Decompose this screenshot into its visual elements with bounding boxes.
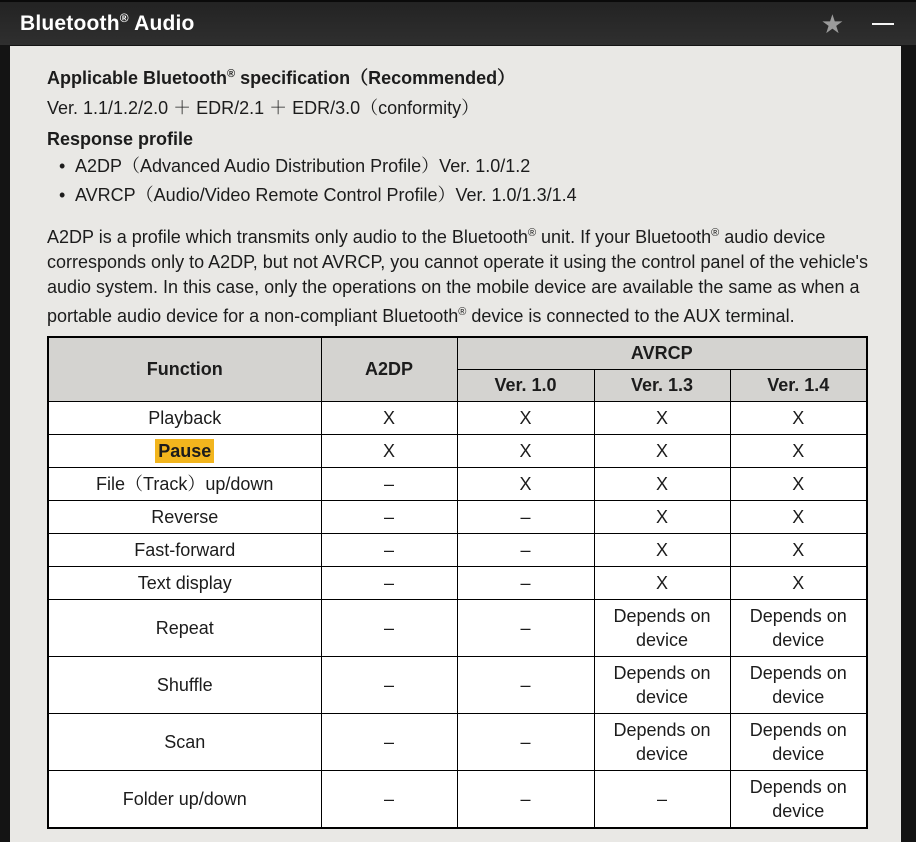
a2dp-description: A2DP is a profile which transmits only audio to the Bluetooth® unit. If your Bluetooth® audio device corresponds only to A2DP, but not AVRCP, you cannot operate it using the control panel of the vehicle's audio system. In this case, only the operations on the mobile device are available the same as when a portable audio device for a non-compliant Bluetooth® device is connected to the AUX terminal.	[47, 227, 868, 326]
support-cell: X	[457, 467, 594, 500]
support-cell: –	[457, 566, 594, 599]
support-cell: –	[321, 713, 457, 770]
function-cell	[48, 656, 321, 713]
version-header-14: Ver. 1.4	[730, 369, 867, 401]
support-cell: –	[321, 770, 457, 828]
function-label: Pause	[155, 439, 214, 463]
support-cell: –	[457, 656, 594, 713]
favorite-star-icon[interactable]: ★	[820, 8, 844, 39]
function-cell	[48, 713, 321, 770]
support-cell: –	[457, 533, 594, 566]
support-cell: –	[457, 599, 594, 656]
function-cell	[48, 533, 321, 566]
support-cell: Depends on device	[730, 713, 867, 770]
table-row	[48, 770, 867, 828]
support-cell: X	[321, 434, 457, 467]
avrcp-header: AVRCP	[457, 337, 867, 369]
support-cell: X	[457, 401, 594, 434]
function-cell	[48, 566, 321, 599]
support-cell: Depends on device	[730, 770, 867, 828]
function-label: Reverse	[151, 506, 219, 527]
support-cell: X	[730, 533, 867, 566]
profile-list	[47, 154, 887, 207]
function-label: Repeat	[155, 617, 214, 638]
table-row	[48, 434, 867, 467]
function-label: File（Track）up/down	[96, 473, 274, 494]
table-row	[48, 599, 867, 656]
support-cell: –	[321, 566, 457, 599]
content-area	[10, 46, 901, 842]
support-cell: X	[730, 467, 867, 500]
support-cell: –	[457, 500, 594, 533]
support-cell: –	[321, 599, 457, 656]
function-cell	[48, 500, 321, 533]
titlebar	[0, 0, 916, 45]
function-cell	[48, 434, 321, 467]
function-label: Scan	[164, 731, 206, 752]
table-header	[48, 337, 867, 401]
table-row	[48, 401, 867, 434]
support-cell: X	[594, 467, 730, 500]
list-item-a2dp: • A2DP（Advanced Audio Distribution Profile）Ver. 1.0/1.2	[47, 154, 887, 178]
support-cell: X	[594, 566, 730, 599]
support-cell: X	[730, 566, 867, 599]
function-label: Fast-forward	[134, 539, 236, 560]
list-item-avrcp: • AVRCP（Audio/Video Remote Control Profile）Ver. 1.0/1.3/1.4	[47, 183, 887, 207]
table-body	[48, 401, 867, 828]
minus-glyph	[872, 23, 894, 25]
function-cell	[48, 401, 321, 434]
function-label: Folder up/down	[122, 788, 247, 809]
a2dp-header: A2DP	[321, 337, 457, 401]
support-cell: –	[321, 467, 457, 500]
support-cell: –	[594, 770, 730, 828]
page-title: Bluetooth® Audio	[20, 11, 195, 35]
support-cell: X	[321, 401, 457, 434]
support-cell: X	[730, 434, 867, 467]
minimize-icon[interactable]	[872, 11, 894, 37]
support-cell: X	[594, 500, 730, 533]
support-cell: –	[457, 770, 594, 828]
table-row	[48, 500, 867, 533]
header-row-top	[48, 337, 867, 369]
response-profile-heading: Response profile	[47, 129, 194, 149]
version-header-10: Ver. 1.0	[457, 369, 594, 401]
function-label: Text display	[137, 572, 232, 593]
support-cell: X	[594, 434, 730, 467]
support-cell: X	[730, 500, 867, 533]
support-cell: –	[457, 713, 594, 770]
function-cell	[48, 467, 321, 500]
table-row	[48, 713, 867, 770]
version-header-13: Ver. 1.3	[594, 369, 730, 401]
spec-heading: Applicable Bluetooth® specification（Recommended）	[47, 68, 516, 88]
support-cell: X	[594, 401, 730, 434]
support-cell: X	[594, 533, 730, 566]
support-cell: Depends on device	[594, 713, 730, 770]
table-row	[48, 656, 867, 713]
table-row	[48, 467, 867, 500]
support-cell: Depends on device	[594, 656, 730, 713]
titlebar-actions	[820, 8, 894, 39]
function-cell	[48, 770, 321, 828]
function-header: Function	[48, 337, 321, 401]
function-label: Shuffle	[156, 674, 213, 695]
support-cell: Depends on device	[730, 656, 867, 713]
support-cell: –	[321, 656, 457, 713]
spec-version-line: Ver. 1.1/1.2/2.0 ＋ EDR/2.1 ＋ EDR/3.0（conformity）	[47, 98, 480, 118]
support-cell: X	[457, 434, 594, 467]
table-row	[48, 533, 867, 566]
support-cell: X	[730, 401, 867, 434]
support-cell: –	[321, 533, 457, 566]
support-cell: Depends on device	[730, 599, 867, 656]
support-cell: –	[321, 500, 457, 533]
function-label: Playback	[148, 407, 222, 428]
support-cell: Depends on device	[594, 599, 730, 656]
table-row	[48, 566, 867, 599]
avrcp-support-table	[47, 336, 868, 829]
function-cell	[48, 599, 321, 656]
